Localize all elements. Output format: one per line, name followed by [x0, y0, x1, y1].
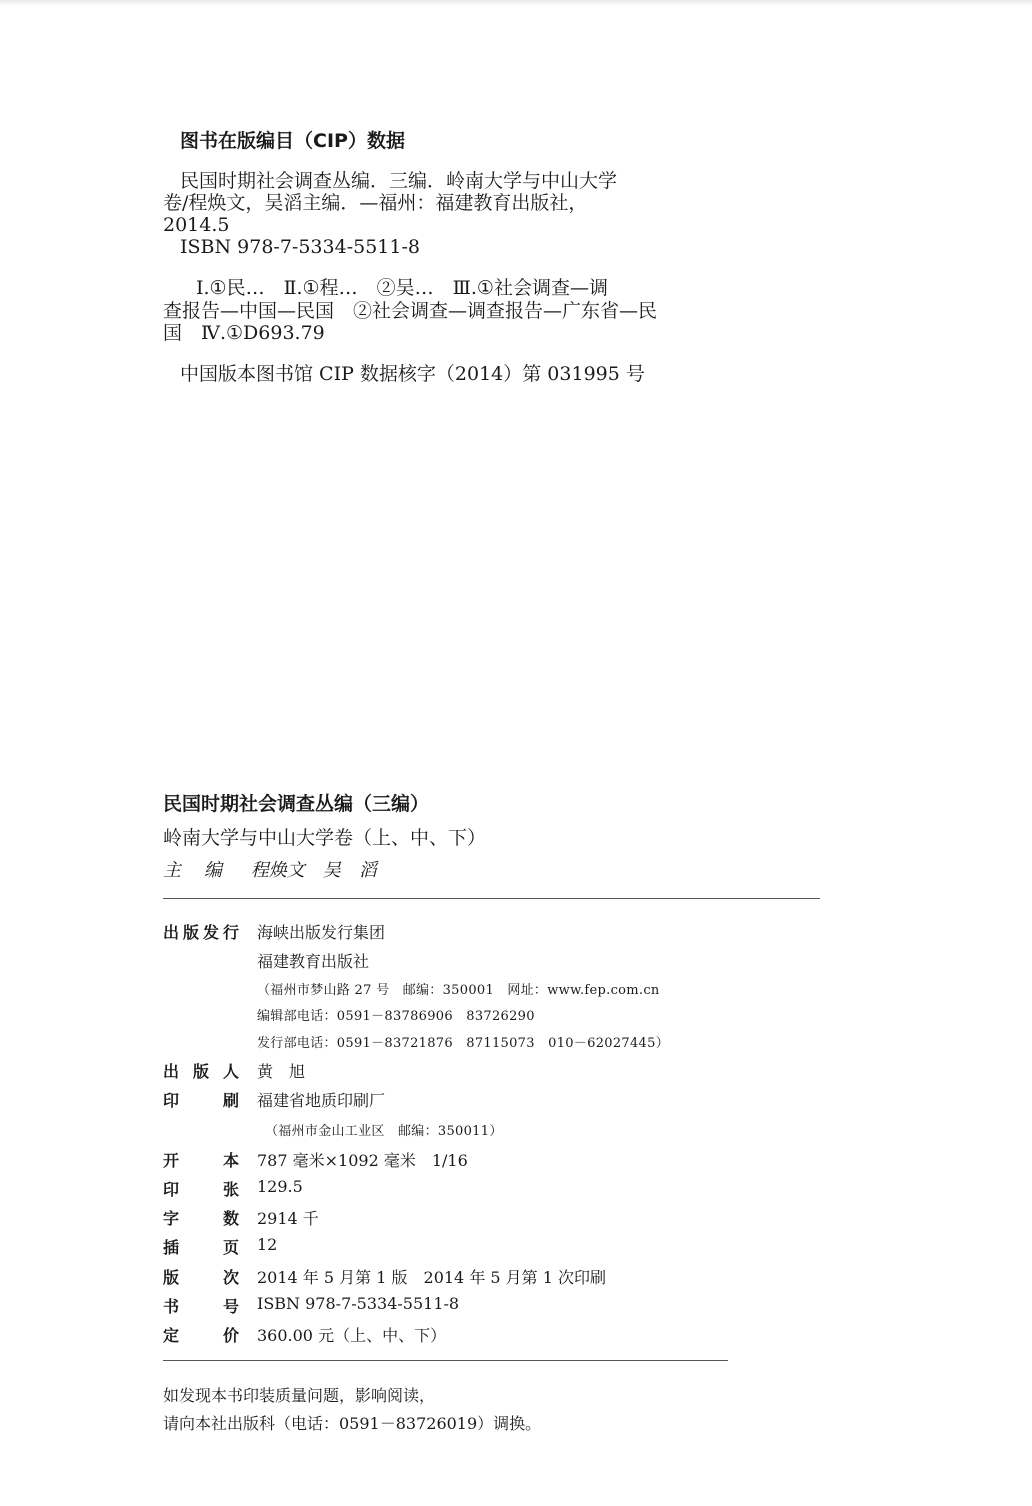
cip-isbn: ISBN 978-7-5334-5511-8: [180, 236, 420, 258]
spec-value: 2014 年 5 月第 1 版 2014 年 5 月第 1 次印刷: [257, 1268, 607, 1287]
quality-notice: 请向本社出版科（电话：0591－83726019）调换。: [163, 1414, 542, 1433]
spec-value: 360.00 元（上、中、下）: [257, 1326, 447, 1345]
cip-entry-line: 2014.5: [163, 214, 230, 236]
printer: 福建省地质印刷厂: [257, 1091, 386, 1110]
cip-entry-line: 民国时期社会调查丛编．三编．岭南大学与中山大学: [180, 170, 618, 192]
publisher-address: （福州市梦山路 27 号 邮编：350001 网址：www.fep.com.cn: [257, 983, 660, 998]
book-subtitle: 岭南大学与中山大学卷（上、中、下）: [163, 827, 487, 849]
publisher-house: 福建教育出版社: [257, 952, 370, 971]
editors-label: 编: [204, 860, 222, 881]
publisher-person-label: 出 版 人: [163, 1062, 239, 1081]
editors-line: [163, 856, 377, 882]
printing-label: 印 刷: [163, 1091, 239, 1110]
cip-title: 图书在版编目（CIP）数据: [180, 130, 405, 152]
publisher-label: 出 版 发 行: [163, 923, 239, 942]
printer-address: （福州市金山工业区 邮编：350011）: [265, 1124, 503, 1139]
spec-value: 12: [257, 1235, 278, 1254]
cip-approval: 中国版本图书馆 CIP 数据核字（2014）第 031995 号: [180, 363, 645, 385]
cip-subject-line: 国 Ⅳ.①D693.79: [163, 322, 325, 344]
cip-subject-line: Ⅰ.①民… Ⅱ.①程… ②吴… Ⅲ.①社会调查—调: [196, 277, 608, 299]
page-top-edge: [0, 0, 1032, 6]
divider-bottom: [163, 1360, 728, 1361]
publisher-person: 黄 旭: [257, 1062, 306, 1081]
spec-value: 129.5: [257, 1177, 303, 1196]
editorial-phone: 编辑部电话：0591－83786906 83726290: [257, 1009, 535, 1024]
divider-top: [163, 898, 820, 899]
cip-subject-line: 查报告—中国—民国 ②社会调查—调查报告—广东省—民: [163, 300, 658, 322]
distribution-phone: 发行部电话：0591－83721876 87115073 010－62027445）: [257, 1036, 670, 1051]
spec-value: 787 毫米×1092 毫米 1/16: [257, 1151, 468, 1170]
quality-notice: 如发现本书印装质量问题，影响阅读，: [163, 1386, 436, 1405]
spec-value: 2914 千: [257, 1209, 319, 1228]
publisher-group: 海峡出版发行集团: [257, 923, 386, 942]
book-title: 民国时期社会调查丛编（三编）: [163, 793, 430, 815]
editors-label: 主: [163, 860, 181, 881]
cip-entry-line: 卷/程焕文，吴滔主编．—福州：福建教育出版社，: [163, 192, 588, 214]
editors-names: 程焕文 吴 滔: [250, 860, 377, 881]
spec-value: ISBN 978-7-5334-5511-8: [257, 1294, 460, 1313]
